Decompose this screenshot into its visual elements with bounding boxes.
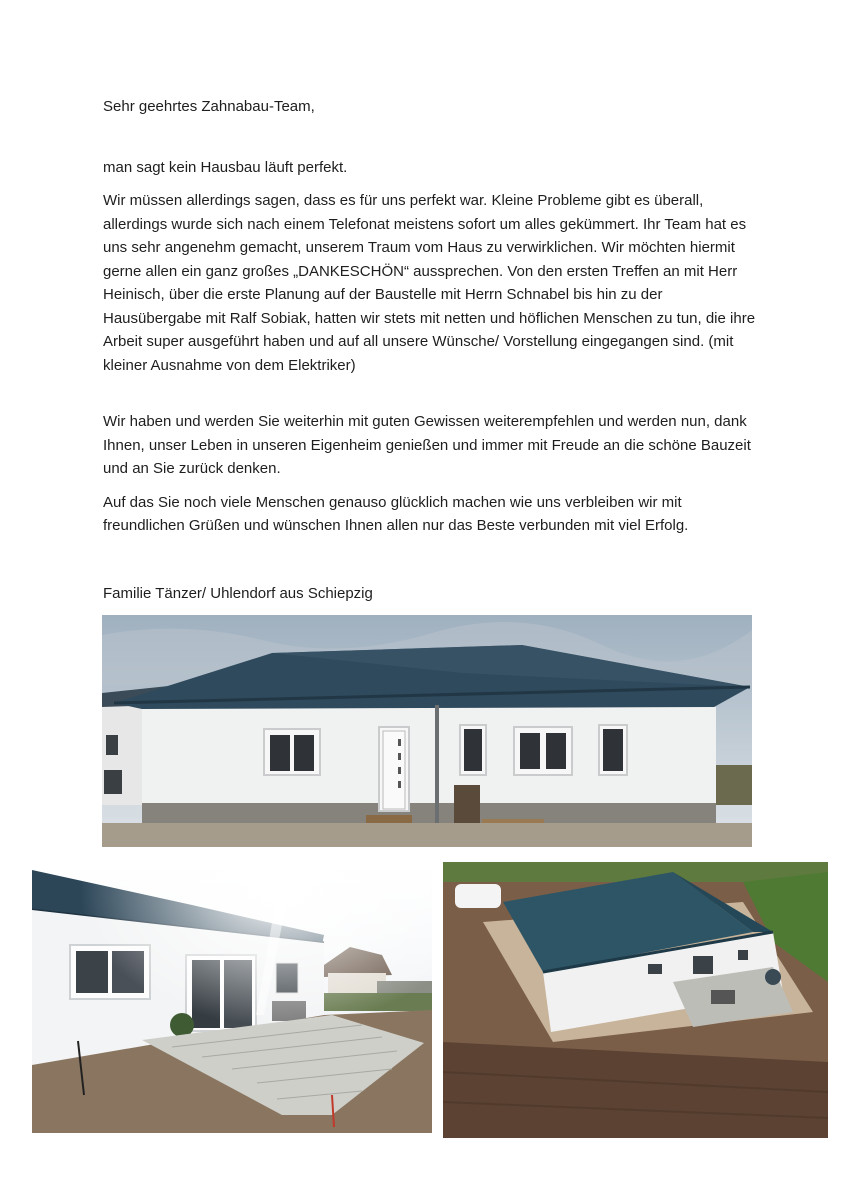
house-terrace-photo [32,865,432,1133]
house-aerial-photo [443,862,828,1138]
letter-body [103,95,763,605]
paragraph-3: Auf das Sie noch viele Menschen genauso glücklich machen wie uns verbleiben wir mit freundlichen Grüßen und wünschen Ihnen allen nur das Beste verbunden mit viel Erfolg. [103,493,689,534]
intro-sentence: man sagt kein Hausbau läuft perfekt. [103,158,348,176]
house-front-photo [102,615,752,847]
paragraph-2: Wir haben und werden Sie weiterhin mit guten Gewissen weiterempfehlen und werden nun, dank Ihnen, unser Leben in unseren Eigenheim genießen und immer mit Freude an die schöne Bauzeit und an Sie zurück denken. [103,413,751,477]
paragraph-1: Wir müssen allerdings sagen, dass es für uns perfekt war. Kleine Probleme gibt es überall, allerdings wurde sich nach einem Telefonat meistens sofort um alles gekümmert. Ihr Team hat es uns sehr angenehm gemacht, unserem Traum vom Haus zu verwirklichen. Wir möchten hiermit gerne allen ein ganz großes „DANKESCHÖN“ aussprechen. Von den ersten Treffen an mit Herr Heinisch, über die erste Planung auf der Baustelle mit Herrn Schnabel bis hin zu der Hausübergabe mit Ralf Sobiak, hatten wir stets mit netten und höflichen Menschen zu tun, die ihre Arbeit super ausgeführt haben und auf all unsere Wünsche/ Vorstellung eingegangen sind. (mit kleiner Ausnahme von dem Elektriker) [103,192,756,374]
signature: Familie Tänzer/ Uhlendorf aus Schiepzig [103,584,373,602]
salutation: Sehr geehrtes Zahnabau-Team, [103,98,315,115]
